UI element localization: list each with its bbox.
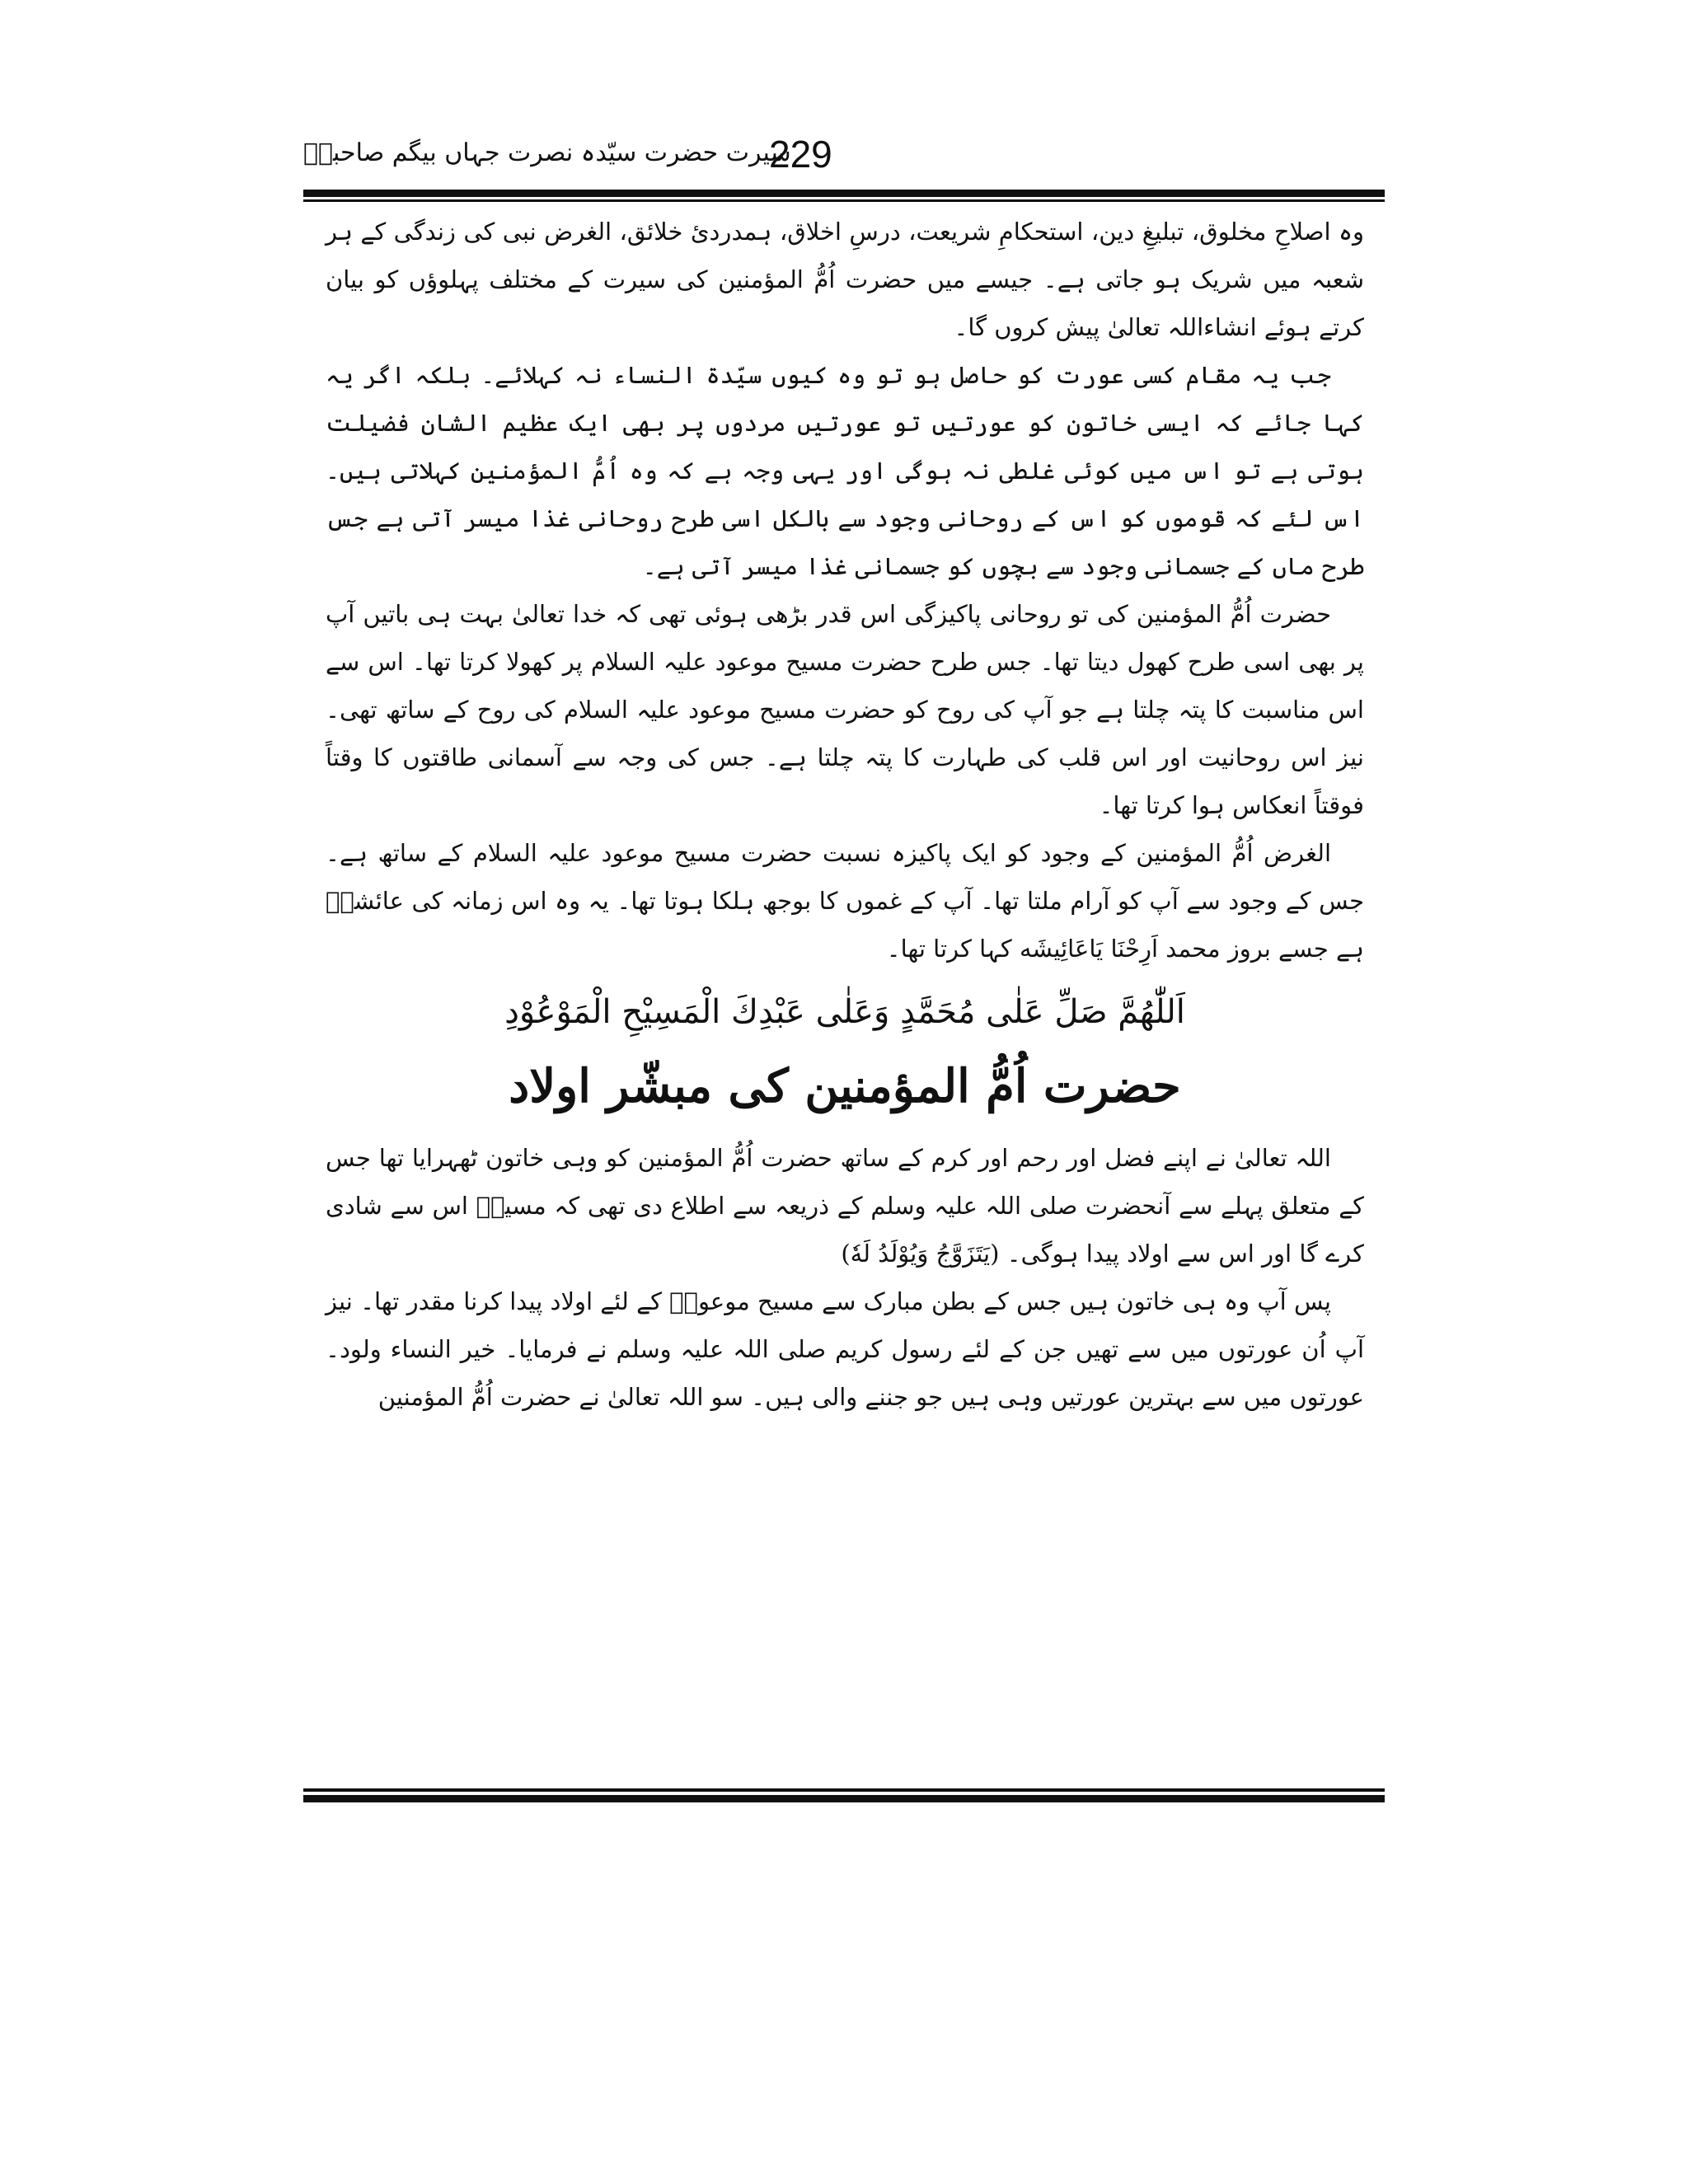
paragraph: پس آپ وہ ہی خاتون ہیں جس کے بطن مبارک سے مسیح موعودؑ کے لئے اولاد پیدا کرنا مقدر تھا۔ نیز آپ اُن عورتوں میں سے تھیں جن کے لئے رسول کریم صلی اللہ علیہ وسلم نے فرمایا۔ خیر النساء ولود۔ عورتوں میں سے بہترین عورتیں وہی ہیں جو جننے والی ہیں۔ سو اللہ تعالیٰ نے حضرت اُمُّ المؤمنین bbox=[326, 1287, 1364, 1411]
section-heading: حضرت اُمُّ المؤمنین کی مبشّر اولاد bbox=[509, 1059, 1181, 1113]
arabic-prayer: اَللّٰهُمَّ صَلِّ عَلٰى مُحَمَّدٍ وَعَلٰى عَبْدِكَ الْمَسِيْحِ الْمَوْعُوْدِ bbox=[504, 993, 1185, 1031]
header-rule-thin bbox=[303, 199, 1385, 202]
footer-rule-thick bbox=[303, 1795, 1385, 1802]
paragraph: جب یہ مقام کسی عورت کو حاصل ہو تو وہ کیوں سیّدۃ النساء نہ کہلائے۔ بلکہ اگر یہ کہا جائے کہ ایسی خاتون کو عورتیں تو عورتیں مردوں پر بھی ایک عظیم الشان فضیلت ہوتی ہے تو اس میں کوئی غلطی نہ ہوگی اور یہی وجہ ہے کہ وہ اُمُّ المؤمنین کہلاتی ہیں۔ اس لئے کہ قوموں کو اس کے روحانی وجود سے بالکل اسی طرح روحانی غذا میسر آتی ہے جس طرح ماں کے جسمانی وجود سے بچوں کو جسمانی غذا میسر آتی ہے۔ bbox=[326, 361, 1364, 580]
footer-rule bbox=[303, 1788, 1385, 1803]
paragraph: حضرت اُمُّ المؤمنین کی تو روحانی پاکیزگی اس قدر بڑھی ہوئی تھی کہ خدا تعالیٰ بہت ہی باتیں آپ پر بھی اسی طرح کھول دیتا تھا۔ جس طرح حضرت مسیح موعود علیہ السلام پر کھولا کرتا تھا۔ اس سے اس مناسبت کا پتہ چلتا ہے جو آپ کی روح کو حضرت مسیح موعود علیہ السلام کی روح کے ساتھ تھی۔ نیز اس روحانیت اور اس قلب کی طہارت کا پتہ چلتا ہے۔ جس کی وجہ سے آسمانی طاقتوں کا وقتاً فوقتاً انعکاس ہوا کرتا تھا۔ bbox=[326, 600, 1364, 819]
paragraph: وہ اصلاحِ مخلوق، تبلیغِ دین، استحکامِ شریعت، درسِ اخلاق، ہمدردیٔ خلائق، الغرض نبی کی زندگی کے ہر شعبہ میں شریک ہو جاتی ہے۔ جیسے میں حضرت اُمُّ المؤمنین کی سیرت کے مختلف پہلوؤں کو بیان کرتے ہوئے انشاءاللہ تعالیٰ پیش کروں گا۔ bbox=[326, 218, 1364, 341]
page-header bbox=[303, 132, 1385, 190]
body-text bbox=[326, 208, 1364, 1421]
header-rule bbox=[303, 190, 1385, 203]
header-rule-thick bbox=[303, 190, 1385, 197]
page-number: 229 bbox=[769, 133, 832, 176]
footer-rule-thin bbox=[303, 1788, 1385, 1792]
paragraph: اللہ تعالیٰ نے اپنے فضل اور رحم اور کرم کے ساتھ حضرت اُمُّ المؤمنین کو وہی خاتون ٹھہرایا تھا جس کے متعلق پہلے سے آنحضرت صلی اللہ علیہ وسلم کے ذریعہ سے اطلاع دی تھی کہ مسیحؑ اس سے شادی کرے گا اور اس سے اولاد پیدا ہوگی۔ (یَتَزَوَّجُ وَیُوْلَدُ لَهٗ) bbox=[326, 1144, 1364, 1268]
paragraph: الغرض اُمُّ المؤمنین کے وجود کو ایک پاکیزہ نسبت حضرت مسیح موعود علیہ السلام کے ساتھ ہے۔ جس کے وجود سے آپ کو آرام ملتا تھا۔ آپ کے غموں کا بوجھ ہلکا ہوتا تھا۔ یہ وہ اس زمانہ کی عائشہؓ ہے جسے بروز محمد اَرِحْنَا یَاعَائِیشَه کہا کرتا تھا۔ bbox=[326, 839, 1364, 963]
running-title: سیرت حضرت سیّدہ نصرت جہاں بیگم صاحبہؓ bbox=[303, 138, 791, 167]
